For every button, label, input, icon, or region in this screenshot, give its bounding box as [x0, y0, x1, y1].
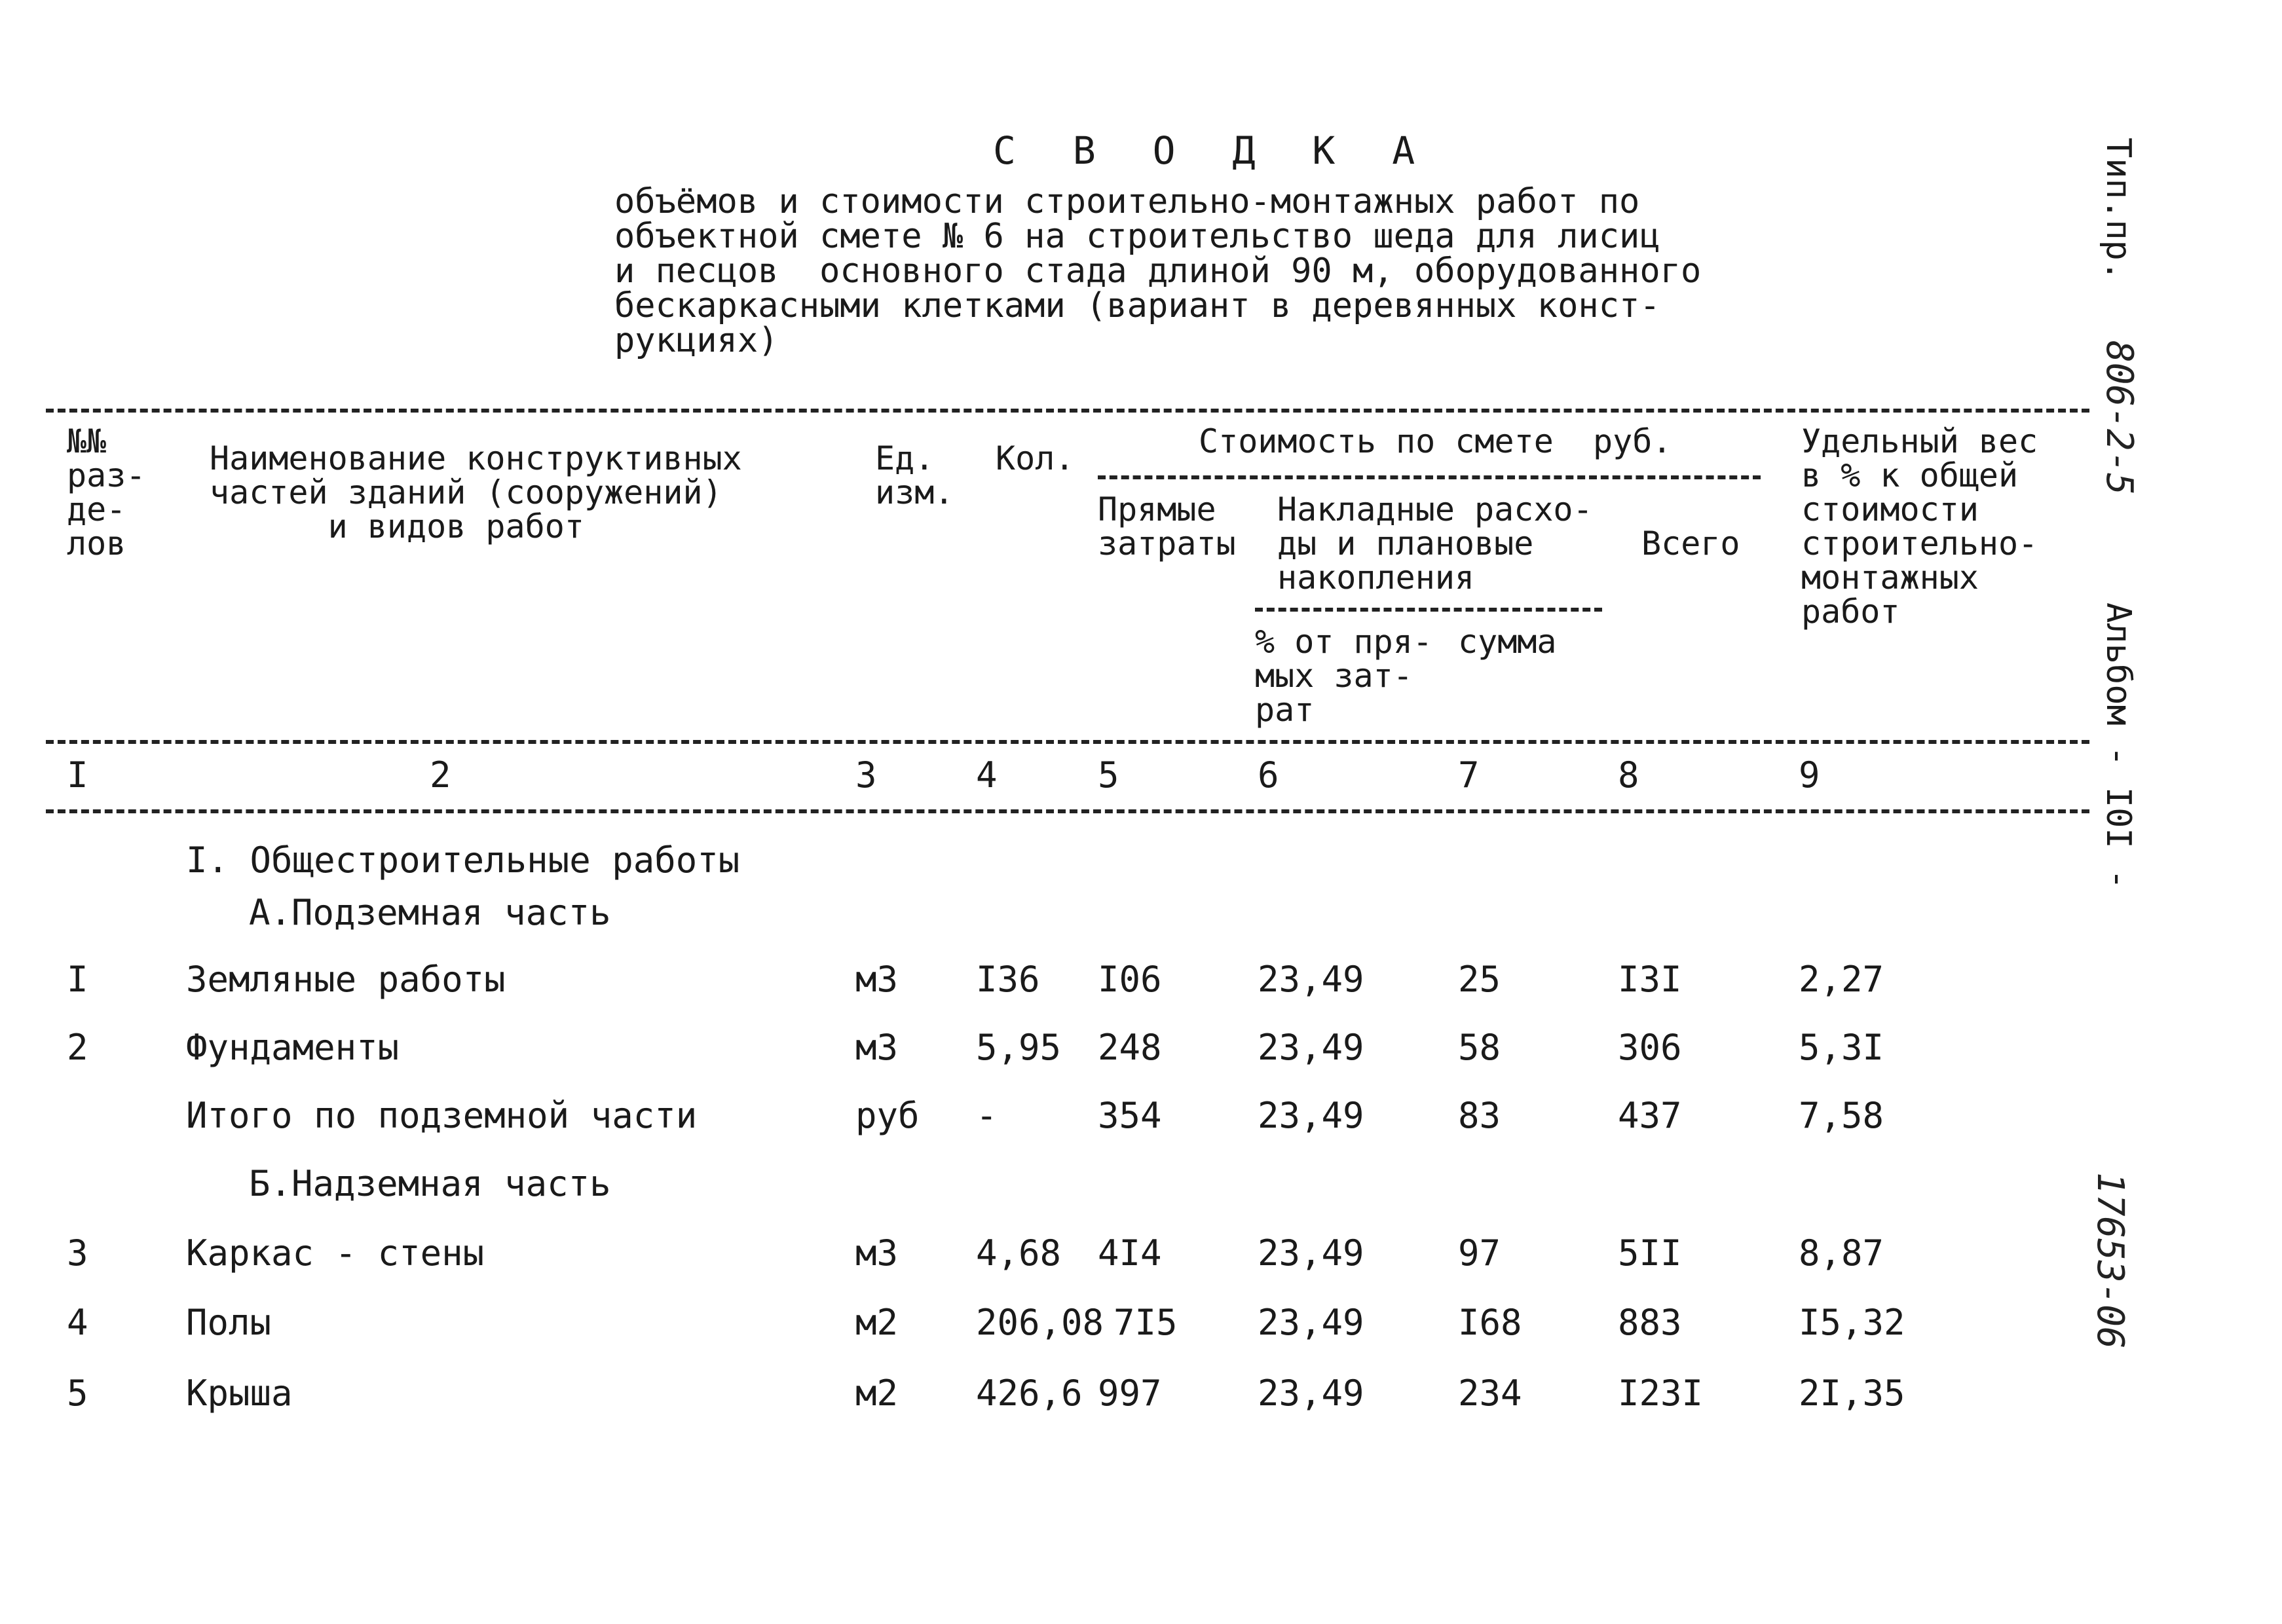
row-name: Земляные работы: [186, 959, 506, 1000]
row-unit: м2: [855, 1302, 899, 1343]
row-quantity: -: [976, 1095, 998, 1136]
column-number: 5: [1098, 754, 1119, 796]
side-album-label: Альбом - I0I -: [2099, 602, 2138, 890]
row-percent: 23,49: [1258, 1232, 1364, 1274]
header-weight: Удельный вес в % к общей стоимости строительно- монтажных работ: [1801, 422, 2038, 631]
row-unit: м3: [855, 1027, 899, 1068]
column-number: 6: [1258, 754, 1279, 796]
header-percent: % от пря- мых зат- рат: [1255, 623, 1432, 729]
row-number: 2: [67, 1027, 88, 1068]
column-number: 7: [1458, 754, 1480, 796]
header-cost-group: Стоимость по смете руб.: [1199, 422, 1672, 460]
row-direct-costs: 4I4: [1098, 1232, 1162, 1274]
row-unit: м2: [855, 1373, 899, 1414]
row-quantity: 4,68: [976, 1232, 1062, 1274]
row-number: 4: [67, 1302, 88, 1343]
subsection-underground: А.Подземная часть: [249, 892, 611, 933]
column-number: I: [67, 754, 88, 796]
row-total: I3I: [1618, 959, 1682, 1000]
subsection-aboveground: Б.Надземная часть: [249, 1163, 611, 1204]
column-number: 2: [430, 754, 451, 796]
row-name: Полы: [186, 1302, 272, 1343]
header-unit: Ед. изм.: [875, 439, 954, 511]
row-unit: м3: [855, 959, 899, 1000]
row-sum: 58: [1458, 1027, 1501, 1068]
row-name: Каркас - стены: [186, 1232, 485, 1274]
cost-group-rule: [1098, 475, 1761, 479]
row-number: 5: [67, 1373, 88, 1414]
document-subtitle: объёмов и стоимости строительно-монтажных работ по объектной смете № 6 на строительство шеда для лисиц и песцов основного стада длиной 90 м, оборудованного бескаркасными клетками (вариант в деревянных конст- рукциях): [614, 182, 1702, 360]
row-percent: 23,49: [1258, 1373, 1364, 1414]
header-overhead: Накладные расхо- ды и плановые накопления: [1277, 490, 1593, 597]
row-sum: 97: [1458, 1232, 1501, 1274]
row-sum: 83: [1458, 1095, 1501, 1136]
row-quantity: 5,95: [976, 1027, 1062, 1068]
column-number: 4: [976, 754, 998, 796]
row-total: 437: [1618, 1095, 1682, 1136]
section-title: I. Общестроительные работы: [186, 840, 740, 881]
column-numbers-rule: [46, 809, 2089, 813]
row-number: I: [67, 959, 88, 1000]
row-quantity: I36: [976, 959, 1040, 1000]
row-weight: 7,58: [1799, 1095, 1884, 1136]
row-number: 3: [67, 1232, 88, 1274]
header-sum: сумма: [1458, 623, 1557, 661]
row-direct-costs: 997: [1098, 1373, 1162, 1414]
column-number: 9: [1799, 754, 1820, 796]
row-weight: I5,32: [1799, 1302, 1905, 1343]
overhead-rule: [1255, 608, 1602, 612]
row-sum: 234: [1458, 1373, 1522, 1414]
row-unit: м3: [855, 1232, 899, 1274]
row-direct-costs: 248: [1098, 1027, 1162, 1068]
row-quantity: 206,08: [976, 1302, 1104, 1343]
row-weight: 2,27: [1799, 959, 1884, 1000]
row-total: I23I: [1618, 1373, 1704, 1414]
row-direct-costs: 7I5: [1113, 1302, 1178, 1343]
row-direct-costs: I06: [1098, 959, 1162, 1000]
side-doc-label: Тип.пр.: [2099, 138, 2138, 282]
row-unit: руб: [855, 1095, 920, 1136]
row-sum: 25: [1458, 959, 1501, 1000]
row-weight: 8,87: [1799, 1232, 1884, 1274]
row-quantity: 426,6: [976, 1373, 1083, 1414]
row-total: 306: [1618, 1027, 1682, 1068]
subtotal-name: Итого по подземной части: [186, 1095, 698, 1136]
row-weight: 2I,35: [1799, 1373, 1905, 1414]
top-rule: [46, 409, 2089, 413]
row-percent: 23,49: [1258, 959, 1364, 1000]
row-sum: I68: [1458, 1302, 1522, 1343]
row-percent: 23,49: [1258, 1095, 1364, 1136]
row-direct-costs: 354: [1098, 1095, 1162, 1136]
header-section-number: №№ раз- де- лов: [67, 422, 146, 563]
column-number: 8: [1618, 754, 1639, 796]
header-direct-costs: Прямые затраты: [1098, 490, 1236, 563]
header-total: Всего: [1641, 525, 1740, 563]
row-percent: 23,49: [1258, 1027, 1364, 1068]
header-quantity: Кол.: [996, 439, 1075, 477]
side-series-number: 806-2-5: [2098, 341, 2141, 496]
row-total: 883: [1618, 1302, 1682, 1343]
row-name: Крыша: [186, 1373, 293, 1414]
column-number: 3: [855, 754, 877, 796]
row-percent: 23,49: [1258, 1302, 1364, 1343]
document-title: С В О Д К А: [993, 128, 1432, 173]
side-handwritten-code: 17653-06: [2089, 1172, 2131, 1349]
header-work-name: Наименование конструктивных частей зданий (сооружений) и видов работ: [210, 439, 742, 545]
row-total: 5II: [1618, 1232, 1682, 1274]
row-weight: 5,3I: [1799, 1027, 1884, 1068]
row-name: Фундаменты: [186, 1027, 400, 1068]
header-bottom-rule: [46, 740, 2089, 744]
